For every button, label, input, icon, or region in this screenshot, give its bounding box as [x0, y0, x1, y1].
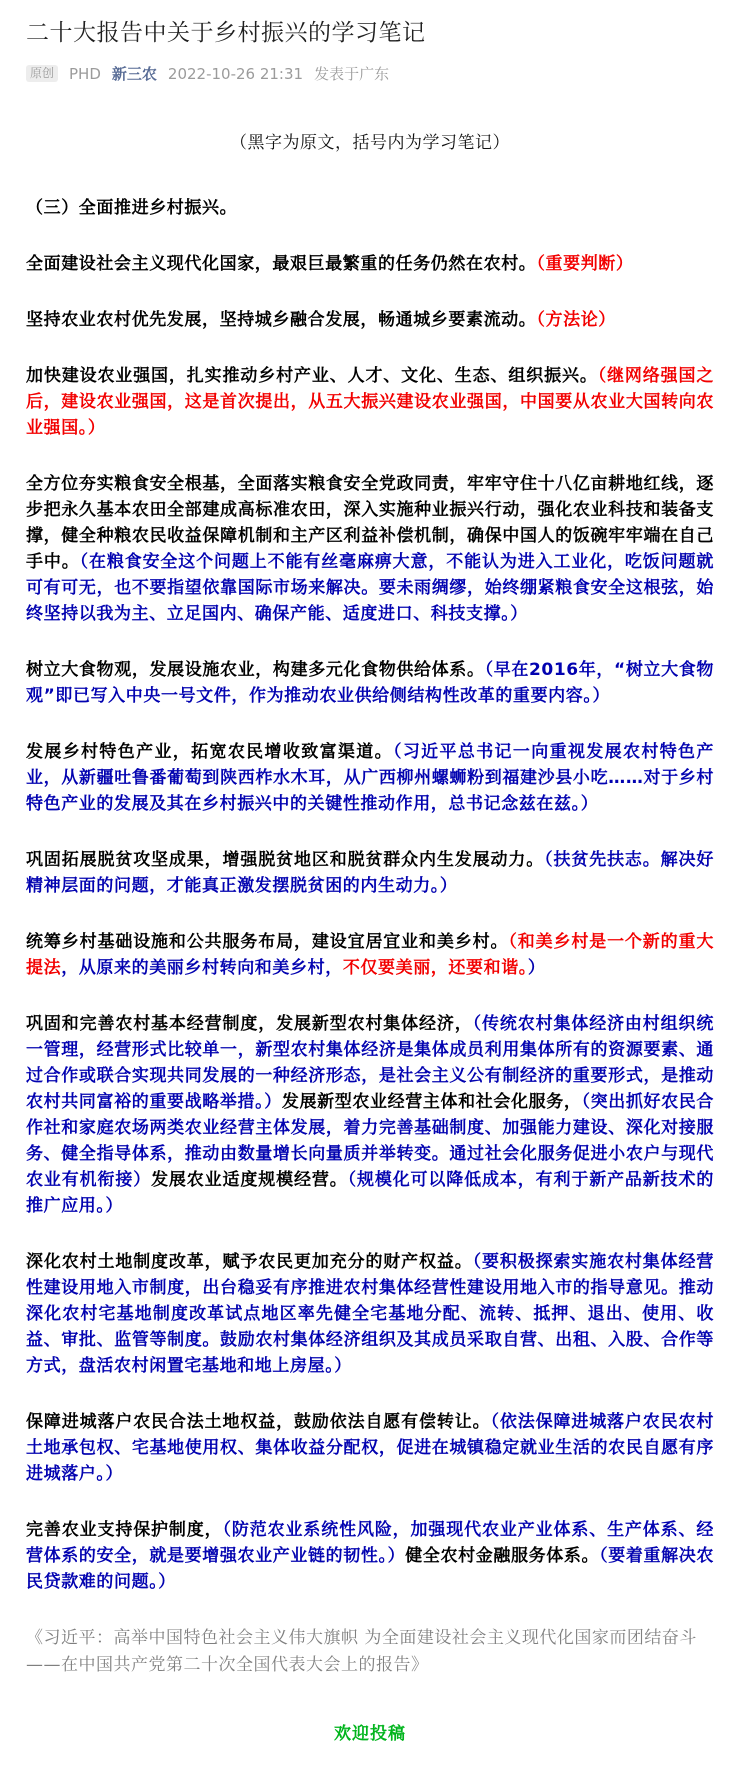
original-text-segment: 统筹乡村基础设施和公共服务布局，建设宜居宜业和美乡村。 — [26, 932, 509, 952]
footer — [26, 1719, 714, 1744]
paragraph — [26, 1011, 714, 1219]
paragraph — [26, 307, 714, 333]
original-badge: 原创 — [26, 65, 58, 82]
source-citation: 《习近平：高举中国特色社会主义伟大旗帜 为全面建设社会主义现代化国家而团结奋斗——在中国共产党第二十次全国代表大会上的报告》 — [26, 1628, 697, 1675]
original-text-segment: 巩固和完善农村基本经营制度，发展新型农村集体经济， — [26, 1014, 473, 1034]
paragraph — [26, 929, 714, 981]
paragraph — [26, 739, 714, 817]
original-text-segment: 健全农村金融服务体系。 — [405, 1546, 600, 1566]
byline — [26, 63, 714, 84]
study-note-segment: （方法论） — [536, 310, 616, 330]
study-note-segment: （突出抓好农民合作社和家庭农场两类农业经营主体发展，着力完善基础制度、加强能力建设、深化对接服务、健全指导体系，推动由数量增长向量质并举转变。通过社会化服务促进小农户与现代农业有机衔接） — [26, 1092, 715, 1190]
original-text-segment: （三）全面推进乡村振兴。 — [26, 198, 238, 218]
publish-datetime: 2022-10-26 21:31 — [167, 64, 304, 83]
study-note-segment: （依法保障进城落户农民农村土地承包权、宅基地使用权、集体收益分配权，促进在城镇稳定就业生活的农民自愿有序进城落户。） — [26, 1412, 714, 1484]
author-name: PHD — [69, 64, 101, 83]
paragraph — [26, 195, 714, 221]
study-note-segment: （和美乡村是一个新的重大提法 — [26, 932, 714, 978]
paragraph — [26, 1409, 714, 1487]
original-text-segment: 加快建设农业强国，扎实推动乡村产业、人才、文化、生态、组织振兴。 — [26, 366, 598, 386]
paragraph — [26, 251, 714, 277]
study-note-segment: （传统农村集体经济由村组织统一管理，经营形式比较单一，新型农村集体经济是集体成员利用集体所有的资源要素、通过合作或联合实现共同发展的一种经济形态，是社会主义公有制经济的重要形式，是推动农村共同富裕的重要战略举措。） — [26, 1014, 714, 1112]
original-text-segment: 发展农业适度规模经营。 — [151, 1170, 348, 1190]
original-text-segment: 发展乡村特色产业，拓宽农民增收致富渠道。 — [26, 742, 393, 762]
submit-link[interactable]: 欢迎投稿 — [334, 1724, 406, 1744]
article-body — [26, 195, 714, 1595]
original-text-segment: 完善农业支持保护制度， — [26, 1520, 223, 1540]
original-text-segment: 全方位夯实粮食安全根基，全面落实粮食安全党政同责，牢牢守住十八亿亩耕地红线，逐步把永久基本农田全部建成高标准农田，深入实施种业振兴行动，强化农业科技和装备支撑，健全种粮农民收益保障机制和主产区利益补偿机制，确保中国人的饭碗牢牢端在自己手中。 — [26, 474, 714, 572]
study-note-segment: （早在2016年，“树立大食物观”即已写入中央一号文件，作为推动农业供给侧结构性改革的重要内容。） — [26, 660, 714, 706]
account-link[interactable]: 新三农 — [111, 65, 157, 83]
study-note-segment: （重要判断） — [536, 254, 634, 274]
study-note-segment: 不仅要美丽，还要和谐。 — [342, 958, 528, 978]
study-note-segment: （要着重解决农民贷款难的问题。） — [26, 1546, 715, 1592]
study-note-segment: （在粮食安全这个问题上不能有丝毫麻痹大意，不能认为进入工业化，吃饭问题就可有可无，也不要指望依靠国际市场来解决。要未雨绸缪，始终绷紧粮食安全这根弦，始终坚持以我为主、立足国内、确保产能、适度进口、科技支撑。） — [26, 552, 714, 624]
original-text-segment: 坚持农业农村优先发展，坚持城乡融合发展，畅通城乡要素流动。 — [26, 310, 537, 330]
paragraph — [26, 471, 714, 627]
study-note-segment: （继网络强国之后，建设农业强国，这是首次提出，从五大振兴建设农业强国，中国要从农业大国转向农业强国。） — [26, 366, 714, 438]
study-note-segment: （扶贫先扶志。解决好精神层面的问题，才能真正激发摆脱贫困的内生动力。） — [26, 850, 714, 896]
paragraph — [26, 1517, 714, 1595]
original-text-segment: 巩固拓展脱贫攻坚成果，增强脱贫地区和脱贫群众内生发展动力。 — [26, 850, 545, 870]
original-text-segment: 全面建设社会主义现代化国家，最艰巨最繁重的任务仍然在农村。 — [26, 254, 537, 274]
original-text-segment: 深化农村土地制度改革，赋予农民更加充分的财产权益。 — [26, 1252, 473, 1272]
original-text-segment: 发展新型农业经营主体和社会化服务， — [281, 1092, 582, 1112]
study-note-segment: （习近平总书记一向重视发展农村特色产业，从新疆吐鲁番葡萄到陕西柞水木耳，从广西柳州螺蛳粉到福建沙县小吃……对于乡村特色产业的发展及其在乡村振兴中的关键性推动作用，总书记念兹在兹。） — [26, 742, 714, 814]
paragraph — [26, 657, 714, 709]
publish-location: 发表于广东 — [314, 65, 390, 83]
paragraph — [26, 1249, 714, 1379]
legend-note: （黑字为原文，括号内为学习笔记） — [230, 133, 510, 153]
paragraph — [26, 847, 714, 899]
paragraph — [26, 363, 714, 441]
study-note-segment: （要积极探索实施农村集体经营性建设用地入市制度，出台稳妥有序推进农村集体经营性建设用地入市的指导意见。推动深化农村宅基地制度改革试点地区率先健全宅基地分配、流转、抵押、退出、使用、收益、审批、监管等制度。鼓励农村集体经济组织及其成员采取自营、出租、入股、合作等方式，盘活农村闲置宅基地和地上房屋。） — [26, 1252, 714, 1376]
study-note-segment: （规模化可以降低成本，有利于新产品新技术的推广应用。） — [26, 1170, 714, 1216]
study-note-segment: ，从原来的美丽乡村转向和美乡村， — [61, 958, 343, 978]
study-note-segment: ） — [527, 958, 546, 978]
study-note-segment: （防范农业系统性风险，加强现代农业产业体系、生产体系、经营体系的安全，就是要增强农业产业链的韧性。） — [26, 1520, 714, 1566]
original-text-segment: 树立大食物观，发展设施农业，构建多元化食物供给体系。 — [26, 660, 485, 680]
original-text-segment: 保障进城落户农民合法土地权益，鼓励依法自愿有偿转让。 — [26, 1412, 491, 1432]
page-title: 二十大报告中关于乡村振兴的学习笔记 — [26, 20, 426, 46]
